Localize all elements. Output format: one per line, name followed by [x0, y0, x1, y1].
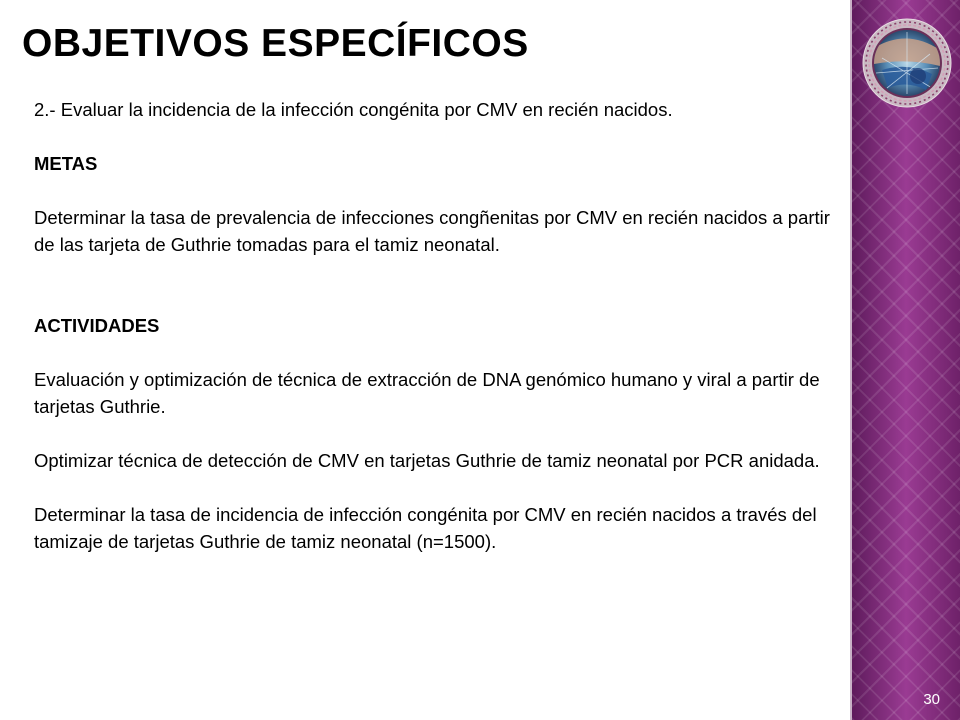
metas-heading: METAS: [34, 153, 98, 174]
metas-text: Determinar la tasa de prevalencia de infecciones congñenitas por CMV en recién nacidos a partir de las tarjeta de Guthrie tomadas para el tamiz neonatal.: [34, 207, 830, 255]
page-number: 30: [923, 691, 940, 708]
slide-body: [34, 96, 842, 555]
objective-text: 2.- Evaluar la incidencia de la infección congénita por CMV en recién nacidos.: [34, 99, 673, 120]
slide-title: OBJETIVOS ESPECÍFICOS: [22, 22, 529, 65]
actividad-item-3: Determinar la tasa de incidencia de infección congénita por CMV en recién nacidos a través del tamizaje de tarjetas Guthrie de tamiz neonatal (n=1500).: [34, 504, 817, 552]
actividades-heading: ACTIVIDADES: [34, 315, 160, 336]
virus-emblem-icon: [862, 18, 952, 108]
actividad-item-1: Evaluación y optimización de técnica de extracción de DNA genómico humano y viral a partir de tarjetas Guthrie.: [34, 369, 820, 417]
actividad-item-2: Optimizar técnica de detección de CMV en tarjetas Guthrie de tamiz neonatal por PCR anidada.: [34, 450, 820, 471]
